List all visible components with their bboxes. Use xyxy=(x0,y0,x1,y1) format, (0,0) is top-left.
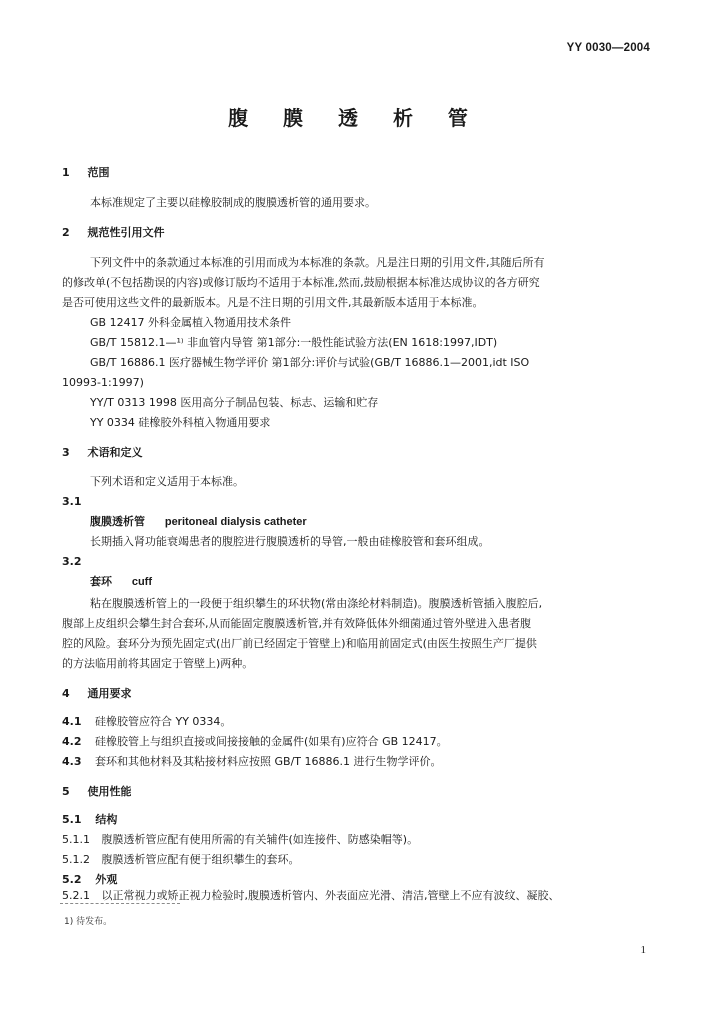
document-title: 腹 膜 透 析 管 xyxy=(228,106,482,130)
page-number: 1 xyxy=(640,944,646,956)
clause-4-1 xyxy=(62,715,231,729)
clause-number: 5.1.2 xyxy=(62,853,90,866)
reference-item: GB 12417 外科金属植入物通用技术条件 xyxy=(90,316,292,329)
clause-5-1-2 xyxy=(62,853,300,867)
term-heading xyxy=(90,575,152,589)
term-definition-line: 的方法临用前将其固定于管壁上)两种。 xyxy=(62,657,254,670)
reference-item-continuation: 10993-1:1997) xyxy=(62,376,144,389)
paragraph-line: 是否可使用这些文件的最新版本。凡是不注日期的引用文件,其最新版本适用于本标准。 xyxy=(62,296,484,309)
term-english: peritoneal dialysis catheter xyxy=(164,516,307,528)
clause-text: 腹膜透析管应配有使用所需的有关辅件(如连接件、防感染帽等)。 xyxy=(101,833,419,846)
term-number: 3.1 xyxy=(62,495,82,508)
term-heading xyxy=(90,515,307,529)
clause-number: 4.2 xyxy=(62,735,82,748)
section-number: 2 xyxy=(62,226,70,239)
reference-item: GB/T 15812.1—¹⁾ 非血管内导管 第1部分:一般性能试验方法(EN 1618:1997,IDT) xyxy=(90,336,498,349)
subsection-number: 5.1 xyxy=(62,813,82,826)
section-title: 术语和定义 xyxy=(87,446,143,459)
term-chinese: 套环 xyxy=(90,575,112,588)
section-3-paragraph: 下列术语和定义适用于本标准。 xyxy=(90,475,244,488)
section-title: 使用性能 xyxy=(87,785,132,798)
section-number: 1 xyxy=(62,166,70,179)
clause-number: 4.3 xyxy=(62,755,82,768)
section-3-heading xyxy=(62,446,143,460)
paragraph-line: 的修改单(不包括勘误的内容)或修订版均不适用于本标准,然而,鼓励根据本标准达成协议的各方研究 xyxy=(62,276,540,289)
reference-item: GB/T 16886.1 医疗器械生物学评价 第1部分:评价与试验(GB/T 16886.1—2001,idt ISO xyxy=(90,356,530,369)
subsection-5-2-heading xyxy=(62,873,117,887)
term-english: cuff xyxy=(131,576,153,588)
term-chinese: 腹膜透析管 xyxy=(90,515,145,528)
standard-code: YY 0030—2004 xyxy=(566,42,650,54)
clause-number: 5.1.1 xyxy=(62,833,90,846)
clause-text: 硅橡胶管上与组织直接或间接接触的金属件(如果有)应符合 GB 12417。 xyxy=(95,735,448,748)
reference-item: YY/T 0313 1998 医用高分子制品包装、标志、运输和贮存 xyxy=(90,396,379,409)
clause-text: 腹膜透析管应配有便于组织攀生的套环。 xyxy=(101,853,300,866)
subsection-title: 外观 xyxy=(95,873,118,886)
footnote: 1) 待发布。 xyxy=(64,917,113,927)
term-definition-line: 腔的风险。套环分为预先固定式(出厂前已经固定于管壁上)和临用前固定式(由医生按照生产厂提供 xyxy=(62,637,537,650)
section-number: 5 xyxy=(62,785,70,798)
subsection-5-1-heading xyxy=(62,813,117,827)
clause-4-2 xyxy=(62,735,448,749)
section-2-heading xyxy=(62,226,165,240)
section-title: 通用要求 xyxy=(87,687,132,700)
clause-number: 4.1 xyxy=(62,715,82,728)
clause-5-2-1 xyxy=(62,889,560,903)
section-5-heading xyxy=(62,785,132,799)
subsection-number: 5.2 xyxy=(62,873,82,886)
section-number: 4 xyxy=(62,687,70,700)
term-definition-line: 粘在腹膜透析管上的一段便于组织攀生的环状物(常由涤纶材料制造)。腹膜透析管插入腹腔后, xyxy=(90,597,543,610)
footnote-divider xyxy=(60,903,180,904)
clause-5-1-1 xyxy=(62,833,418,847)
term-definition-line: 腹部上皮组织会攀生封合套环,从而能固定腹膜透析管,并有效降低体外细菌通过管外壁进入患者腹 xyxy=(62,617,531,630)
clause-text: 硅橡胶管应符合 YY 0334。 xyxy=(95,715,232,728)
section-1-heading xyxy=(62,166,110,180)
section-title: 范围 xyxy=(87,166,110,179)
clause-text: 以正常视力或矫正视力检验时,腹膜透析管内、外表面应光滑、清洁,管壁上不应有波纹、凝胶、 xyxy=(101,889,560,902)
section-4-heading xyxy=(62,687,132,701)
clause-number: 5.2.1 xyxy=(62,889,90,902)
term-definition: 长期插入肾功能衰竭患者的腹腔进行腹膜透析的导管,一般由硅橡胶管和套环组成。 xyxy=(90,535,490,548)
section-number: 3 xyxy=(62,446,70,459)
section-1-paragraph: 本标准规定了主要以硅橡胶制成的腹膜透析管的通用要求。 xyxy=(90,196,376,209)
subsection-title: 结构 xyxy=(95,813,118,826)
section-title: 规范性引用文件 xyxy=(87,226,165,239)
clause-4-3 xyxy=(62,755,441,769)
reference-item: YY 0334 硅橡胶外科植入物通用要求 xyxy=(90,416,271,429)
term-number: 3.2 xyxy=(62,555,82,568)
clause-text: 套环和其他材料及其粘接材料应按照 GB/T 16886.1 进行生物学评价。 xyxy=(95,755,442,768)
paragraph-line: 下列文件中的条款通过本标准的引用而成为本标准的条款。凡是注日期的引用文件,其随后所有 xyxy=(90,256,545,269)
